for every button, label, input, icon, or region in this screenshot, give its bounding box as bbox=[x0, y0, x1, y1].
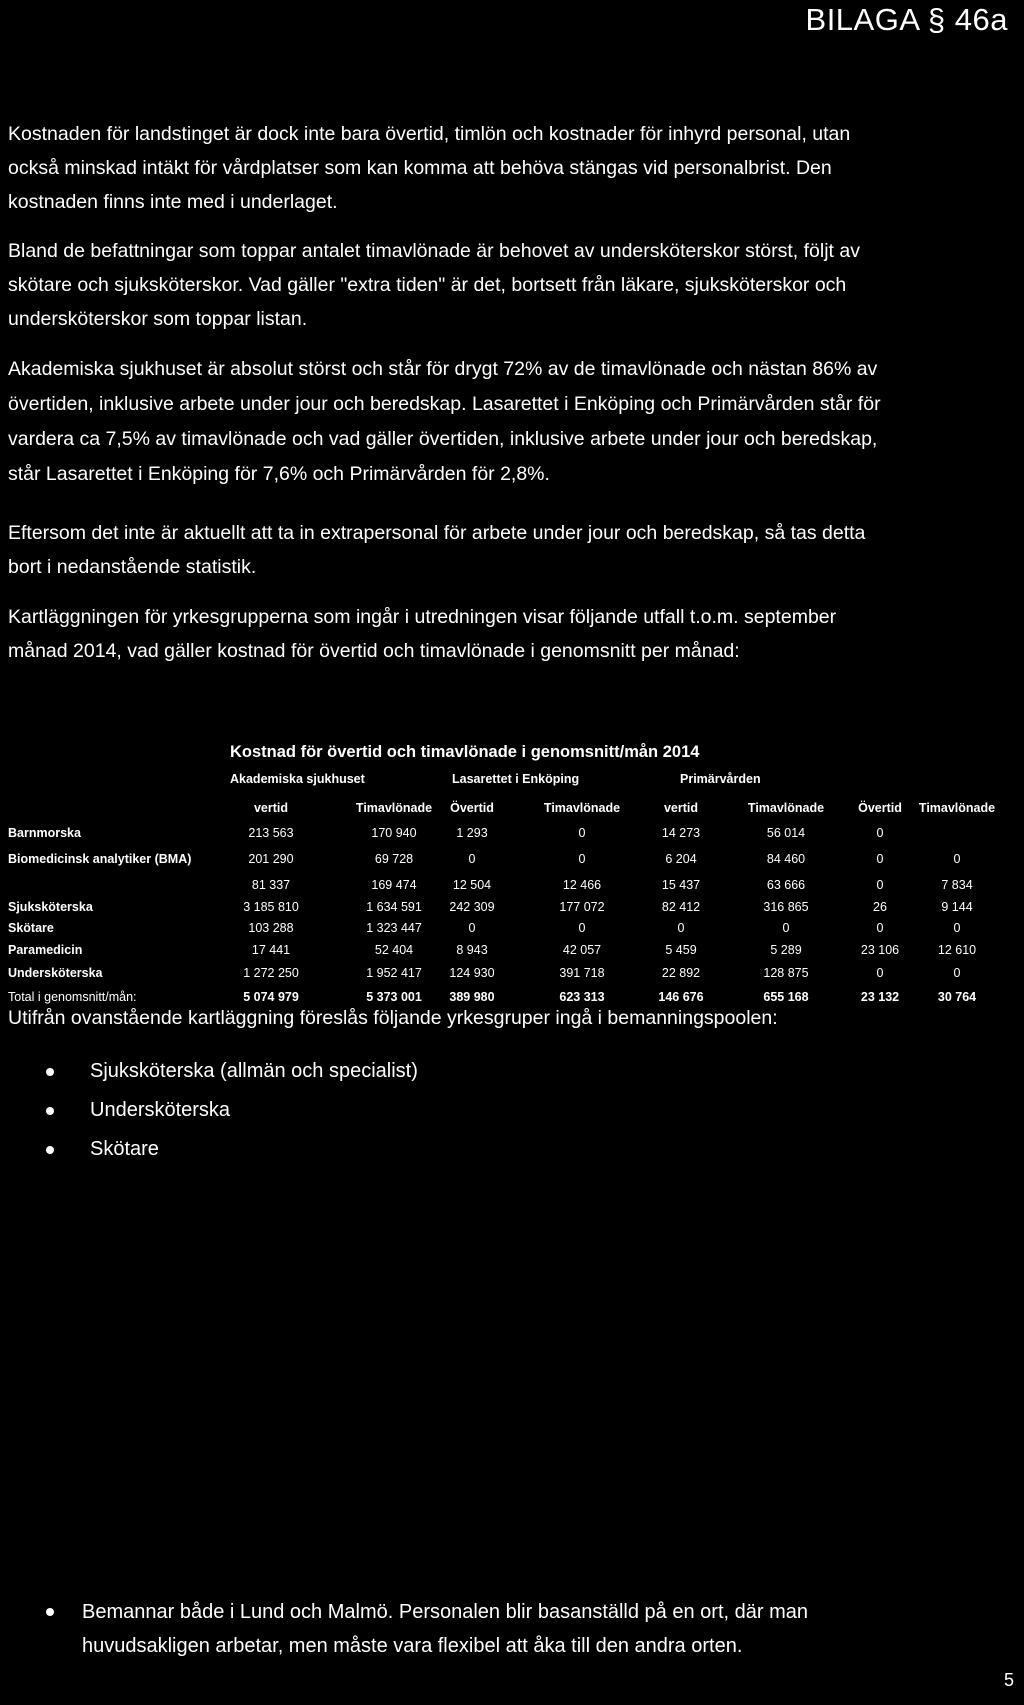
paragraph-line: bort i nedanstående statistik. bbox=[8, 556, 257, 578]
table-cell: 0 bbox=[782, 921, 790, 935]
table-cell: 3 185 810 bbox=[243, 900, 299, 914]
table-cell: 623 313 bbox=[559, 990, 605, 1004]
paragraph-line: Akademiska sjukhuset är absolut störst och står för drygt 72% av de timavlönade och nästan 86% av bbox=[8, 358, 878, 380]
proposal-list bbox=[28, 1052, 418, 1169]
table-cell: 5 459 bbox=[665, 943, 697, 957]
table-cell: 22 892 bbox=[661, 966, 701, 980]
table-cell: 0 bbox=[876, 878, 884, 892]
proposal-item bbox=[28, 1052, 418, 1091]
table-cell: 8 943 bbox=[456, 943, 488, 957]
table-cell: 63 666 bbox=[766, 878, 806, 892]
paragraph-line: Eftersom det inte är aktuellt att ta in extrapersonal för arbete under jour och beredskap, så tas detta bbox=[8, 522, 866, 544]
proposal-item bbox=[28, 1091, 418, 1130]
table-cell: 5 074 979 bbox=[243, 990, 299, 1004]
table-column-header: Övertid bbox=[450, 801, 494, 815]
table-column-header: vertid bbox=[253, 801, 289, 815]
table-cell: 1 272 250 bbox=[243, 966, 299, 980]
table-cell: 655 168 bbox=[763, 990, 809, 1004]
table-cell: 213 563 bbox=[248, 826, 294, 840]
table-cell: 1 293 bbox=[456, 826, 488, 840]
paragraph-line: Bland de befattningar som toppar antalet timavlönade är behovet av undersköterskor störst, följt av bbox=[8, 240, 860, 262]
paragraph-line: kostnaden finns inte med i underlaget. bbox=[8, 191, 338, 213]
table-cell: 0 bbox=[876, 921, 884, 935]
table-cell: 12 610 bbox=[937, 943, 977, 957]
table-cell: 389 980 bbox=[449, 990, 495, 1004]
paragraph-line: undersköterskor som toppar listan. bbox=[8, 308, 308, 330]
proposal-item-label: Sjuksköterska (allmän och specialist) bbox=[90, 1060, 418, 1082]
table-cell: 103 288 bbox=[248, 921, 294, 935]
table-row-label: Sjuksköterska bbox=[8, 900, 93, 914]
table-cell: 1 323 447 bbox=[366, 921, 422, 935]
proposal-item bbox=[28, 1130, 418, 1169]
table-cell: 1 634 591 bbox=[366, 900, 422, 914]
table-row-label: Undersköterska bbox=[8, 966, 103, 980]
paragraph-line: övertiden, inklusive arbete under jour och beredskap. Lasarettet i Enköping och Primärvården står för bbox=[8, 393, 881, 415]
table-cell: 0 bbox=[677, 921, 685, 935]
table-title: Kostnad för övertid och timavlönade i genomsnitt/mån 2014 bbox=[230, 743, 700, 761]
bullet-dot bbox=[46, 1608, 54, 1616]
table-cell: 0 bbox=[578, 921, 586, 935]
table-cell: 0 bbox=[953, 966, 961, 980]
paragraph bbox=[8, 516, 1008, 584]
paragraph-line: månad 2014, vad gäller kostnad för övertid och timavlönade i genomsnitt per månad: bbox=[8, 640, 740, 662]
table-column-header: Timavlönade bbox=[543, 801, 621, 815]
table-cell: 391 718 bbox=[559, 966, 605, 980]
table-cell: 84 460 bbox=[766, 852, 806, 866]
bottom-note bbox=[28, 1595, 808, 1663]
table-cell: 15 437 bbox=[661, 878, 701, 892]
appendix-label: BILAGA § 46a bbox=[805, 2, 1008, 37]
bottom-note-line-1: Bemannar både i Lund och Malmö. Personalen blir basanställd på en ort, där man bbox=[82, 1601, 808, 1623]
table-cell: 30 764 bbox=[937, 990, 977, 1004]
table-cell: 17 441 bbox=[251, 943, 291, 957]
paragraph-line: skötare och sjuksköterskor. Vad gäller "extra tiden" är det, bortsett från läkare, sjuksköterskor och bbox=[8, 274, 847, 296]
table-column-header: vertid bbox=[663, 801, 699, 815]
table-row-label: Paramedicin bbox=[8, 943, 83, 957]
table-group-header: Akademiska sjukhuset bbox=[230, 772, 365, 786]
table-cell: 0 bbox=[953, 852, 961, 866]
table-row-label: Skötare bbox=[8, 921, 54, 935]
table-column-header: Timavlönade bbox=[918, 801, 996, 815]
table-cell: 7 834 bbox=[941, 878, 973, 892]
table-cell: 52 404 bbox=[374, 943, 414, 957]
proposal-intro: Utifrån ovanstående kartläggning föreslås följande yrkesgruper ingå i bemanningspoolen: bbox=[8, 1007, 778, 1029]
table-cell: 0 bbox=[876, 966, 884, 980]
paragraph bbox=[8, 600, 1008, 668]
paragraph bbox=[8, 352, 1008, 492]
bottom-note-list bbox=[28, 1595, 808, 1663]
table-cell: 42 057 bbox=[562, 943, 602, 957]
table-cell: 5 289 bbox=[770, 943, 802, 957]
table-cell: 124 930 bbox=[449, 966, 495, 980]
table-cell: 12 504 bbox=[452, 878, 492, 892]
table-group-header: Lasarettet i Enköping bbox=[452, 772, 580, 786]
table-column-header: Timavlönade bbox=[747, 801, 825, 815]
table-cell: 316 865 bbox=[763, 900, 809, 914]
table-cell: 23 106 bbox=[860, 943, 900, 957]
table-column-header: Övertid bbox=[858, 801, 902, 815]
paragraph-line: Kostnaden för landstinget är dock inte bara övertid, timlön och kostnader för inhyrd personal, utan bbox=[8, 123, 851, 145]
bullet-dot bbox=[46, 1146, 54, 1154]
table-cell: 146 676 bbox=[658, 990, 704, 1004]
table-cell: 0 bbox=[468, 852, 476, 866]
table-column-header: Timavlönade bbox=[355, 801, 433, 815]
table-cell: 169 474 bbox=[371, 878, 417, 892]
bottom-note-line-2: huvudsakligen arbetar, men måste vara flexibel att åka till den andra orten. bbox=[82, 1635, 743, 1657]
table-cell: 0 bbox=[578, 852, 586, 866]
bullet-dot bbox=[46, 1068, 54, 1076]
table-cell: 0 bbox=[953, 921, 961, 935]
table-row-label: Total i genomsnitt/mån: bbox=[8, 990, 137, 1004]
table-cell: 5 373 001 bbox=[366, 990, 422, 1004]
table-cell: 26 bbox=[873, 900, 887, 914]
paragraph bbox=[8, 117, 1008, 219]
table-cell: 14 273 bbox=[661, 826, 701, 840]
table-cell: 242 309 bbox=[449, 900, 495, 914]
table-cell: 0 bbox=[876, 826, 884, 840]
table-cell: 69 728 bbox=[374, 852, 414, 866]
paragraph bbox=[8, 234, 1008, 336]
table-cell: 177 072 bbox=[559, 900, 605, 914]
bullet-dot bbox=[46, 1107, 54, 1115]
table-cell: 56 014 bbox=[766, 826, 806, 840]
table-cell: 170 940 bbox=[371, 826, 417, 840]
table-cell: 201 290 bbox=[248, 852, 294, 866]
page-number: 5 bbox=[1003, 1670, 1014, 1690]
table-cell: 6 204 bbox=[665, 852, 697, 866]
proposal-item-label: Undersköterska bbox=[90, 1099, 231, 1121]
table-cell: 0 bbox=[578, 826, 586, 840]
table-cell: 0 bbox=[876, 852, 884, 866]
paragraph-line: Kartläggningen för yrkesgrupperna som ingår i utredningen visar följande utfall t.o.m. september bbox=[8, 606, 837, 628]
table-row-label: Barnmorska bbox=[8, 826, 81, 840]
table-cell: 9 144 bbox=[941, 900, 973, 914]
paragraph-line: vardera ca 7,5% av timavlönade och vad gäller övertiden, inklusive arbete under jour och beredskap, bbox=[8, 428, 878, 450]
table-cell: 0 bbox=[468, 921, 476, 935]
paragraph-line: också minskad intäkt för vårdplatser som kan komma att behöva stängas vid personalbrist. Den bbox=[8, 157, 832, 179]
table-cell: 1 952 417 bbox=[366, 966, 422, 980]
table-group-header: Primärvården bbox=[680, 772, 761, 786]
table-cell: 128 875 bbox=[763, 966, 809, 980]
table-cell: 12 466 bbox=[562, 878, 602, 892]
table-cell: 81 337 bbox=[251, 878, 291, 892]
table-row-label: Biomedicinsk analytiker (BMA) bbox=[8, 852, 192, 866]
table-cell: 23 132 bbox=[860, 990, 900, 1004]
table-cell: 82 412 bbox=[661, 900, 701, 914]
proposal-item-label: Skötare bbox=[90, 1138, 159, 1160]
paragraph-line: står Lasarettet i Enköping för 7,6% och Primärvården för 2,8%. bbox=[8, 463, 550, 485]
